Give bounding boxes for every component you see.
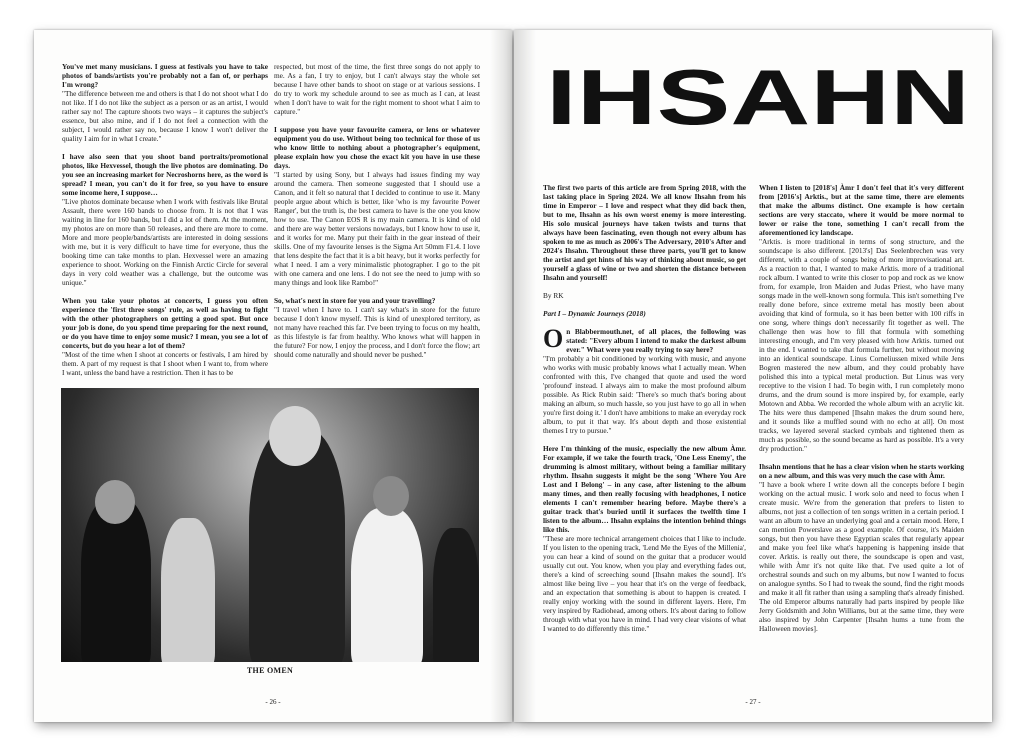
background-figure [433,528,479,662]
paragraph-text: Ihsahn mentions that he has a clear vision when he starts working on a new album, and this was very much the case with Àmr. [759,462,964,480]
drop-cap: O [543,324,564,353]
paragraph-text: "I travel when I have to. I can't say what's in store for the future because I don't know myself. This is kind of unexplored territory, as not many have reached this far. I've been trying to focus on my health, as this lifestyle is far from healthy. Who knows what will happen in the future? For now, I enjoy the process, and I don't force the flow; art should come naturally and should never be pushed." [274,305,480,359]
answer-paragraph [274,62,480,116]
answer-paragraph [274,305,480,359]
right-page [514,30,992,722]
paragraph-text: When I listen to [2018's] Àmr I don't feel that it's very different from [2016's] Arktis., but at the same time, there are elements that make the albums distinct. One example is how certain sections are very staccato, where it would be more normal to lower or raise the tone, something I can't recall from the aforementioned icy landscape. [759,183,964,237]
paragraph-text: Here I'm thinking of the music, especially the new album Àmr. For example, if we take the fourth track, 'One Less Enemy', the drumming is almost military, without being a familiar military rhythm. Ihsahn suggests it might be the song 'Where You Are Lost and I Belong' – in any case, after listening to the album many times, and then really focusing with headphones, I notice elements I can't remember hearing before. Maybe there's a guitar track that's buried until it surfaces the twelfth time I listen to the album… Ihsahn explains the intention behind things like this. [543,444,746,534]
right-column-1 [543,183,746,633]
left-column-1 [62,62,268,377]
performer-face [269,406,321,466]
paragraph-text: I suppose you have your favourite camera, or lens or whatever equipment you do use. Without being too technical for those of us who know little to nothing about a photographer's equipment, please explain how you chose the exact kit you have in use these days. [274,125,480,170]
answer-paragraph [543,354,746,435]
left-column-2 [274,62,480,359]
woman-white-hijab [161,518,215,662]
paragraph-text: respected, but most of the time, the first three songs do not apply to me. As a fan, I try to enjoy, but I can't always stay the whole set because I have other bands to shoot on stage or at various sessions. I do try to work my schedule around to see as much as I can, at least when I don't have to wait for the right moment to shoot what I aim to capture." [274,62,480,116]
interview-question [274,296,480,305]
interview-question [759,462,964,480]
paragraph-text: When you take your photos at concerts, I guess you often experience the 'first three songs' rule, as well as having to fight with the other photographers on getting a good spot. But once your job is done, do you spend time preparing for the next round, or do you have time to enjoy some music? I mean, you see a lot of concerts, but do you hear a lot of them? [62,296,268,350]
interview-question [274,125,480,170]
answer-paragraph [543,534,746,633]
interview-question [543,324,746,354]
paragraph-text: "These are more technical arrangement choices that I like to include. If you listen to the opening track, 'Lend Me the Eyes of the Millenia', you can hear a kind of sound on the guitar that a producer would usually cut out. You know, when you play and everything fades out, there's a kind of screeching sound [Ihsahn makes the sound]. It's almost like being live – you hear that it's on the verge of feedback, and an expectation that something is about to happen is created. I really enjoy working with the sound in different layers. Here, I'm very inspired by Radiohead, among others. It's about daring to follow through with what you have in mind. I had very clear visions of what I wanted to do differently this time." [543,534,746,633]
paragraph-text: "I started by using Sony, but I always had issues finding my way around the camera. Then someone suggested that I should use a Canon, and it felt so natural that I decided to continue to use it. Many people argue about which is better, like 'who is my favourite Power Ranger', but the truth is, the best camera to have is the one you know how to use. The Canon EOS R is my main camera. It is kind of old and there are way better versions nowadays, but I know how to use it, and it works for me. Many put their faith in the gear instead of their skills. One of my favourite lenses is the Sigma Art 50mm F1.4. I love that lens despite the fact that it is a bit heavy, but it works perfectly for what I need. I am a very minimalistic photographer. I go to the pit with one camera and one lens. I do not see the need to jump with so many things and look like Rambo!" [274,170,480,287]
interview-question [759,183,964,237]
paragraph-text: The first two parts of this article are from Spring 2018, with the last taking place in Spring 2024. We all know Ihsahn from his time in Emperor – I love and respect what they did back then, but to me, Ihsahn as his own worst enemy is more interesting. His solo musical journeys have taken twists and turns that always have been fascinating, even though not every album has spoken to me as much as 2006's The Adversary, 2010's After and 2024's Ihsahn. Throughout these three parts, you'll get to know the artist and get hints of his way of thinking about music, so get yourself a glass of wine or two and shorten the distance between Ihsahn and yourself! [543,183,746,282]
left-page [34,30,512,722]
paragraph-text: "Arktis. is more traditional in terms of song structure, and the soundscape is also different. [2013's] Das Seelenbrechen was very different, with a couple of songs being of more improvisational art. As a reaction to that, I wanted to make Arktis. more of a traditional rock album. I wanted to write this closer to pop and rock as we know from, for example, Iron Maiden and Judas Priest, who have many songs made in the well-known song formula. This isn't something I've really done before, since extreme metal has mostly been about avoiding that kind of formula, so it has been better with 100 riffs in one song, where things don't necessarily fit together as well. The challenge then was how to fill that formula with something interesting enough, and I'm very pleased with how Arktis. turned out in the end. I wanted to take that formula further, but without moving into an identical soundscape. Linus Corneliussen mixed while Jens Bogren mastered the new album, and they could probably have polished this into a typical metal production. But Linus was very receptive to the vision I had. To begin with, I run completely mono drums, and the drum sound is more inspired by, for example, early Motown and Abba. We recorded the whole album with an acrylic kit. The hits were thus dampened [Ihsahn makes the drum sound here, and it sounds like a muffled sound with no echo at all]. On most tracks, we layered several stacked cymbals and tightened them as much as possible, so the sound became as hard as possible. It's a very dry production." [759,237,964,453]
paragraph-text: So, what's next in store for you and your travelling? [274,296,436,305]
interview-question [62,296,268,350]
paragraph-text: Part I – Dynamic Journeys (2018) [543,309,646,318]
answer-paragraph [543,291,746,300]
right-column-2 [759,183,964,633]
paragraph-text: "Live photos dominate because when I work with festivals like Brutal Assault, there were 160 bands to choose from. It is not that I was waiting in line for 160 bands, but I did a lot of them. At the moment, my photos are on more than 50 releases, and there are more to come. More and more people/bands/artists are interested in doing sessions with me, but it is very difficult to have time for everyone, thus the booking time can take months to plan. Hexvessel were an amazing experience to shoot. Working on the Finnish Arctic Circle for several days in very cold weather was a challenge, but the outcome was unique." [62,197,268,287]
paragraph-text: You've met many musicians. I guess at festivals you have to take photos of bands/artists you're probably not a fan of, or perhaps I'm wrong? [62,62,268,89]
answer-paragraph [759,237,964,453]
paragraph-text: "Most of the time when I shoot at concerts or festivals, I am hired by them. A part of my request is that I shoot when I want to, from where I want, unless the band have a restriction. Then it has to be [62,350,268,377]
page-number-right: - 27 - [745,698,761,706]
concert-photo [61,388,479,662]
interview-question [62,152,268,197]
answer-paragraph [62,89,268,143]
paragraph-text: "I have a book where I write down all the concepts before I begin working on the actual music. I work solo and need to focus when I create music. We're from the generation that prefers to listen to albums, not just a collection of ten songs written in a certain period. I want an album to have an underlying goal and a certain mood. Here, I can mention Powerslave as a good example. Of course, it's Maiden songs, but then you have these Egyptian scales that regularly appear and make you feel like what's happening is happening inside that cover. Arktis. is really out there, the soundscape is open and vast, while with Àmr it's not quite like that. I've used quite a lot of orchestral sounds and such on my albums, but now I wanted to focus on analogue synths. So I had to tweak the sound, find the right moods and make it all fit rather than using a sampling that's already finished. The old Emperor albums naturally had parts inspired by people like Jerry Goldsmith and John Williams, but at the same time, they were also inspired by John Carpenter [Ihsahn hums a tune from the Halloween movies]. [759,480,964,633]
section-heading [543,309,746,318]
answer-paragraph [62,350,268,377]
magazine-spread [34,30,992,722]
interview-question [543,444,746,534]
paragraph-text: "The difference between me and others is that I do not shoot what I do not like. If I do not like the subject as a person or as an artist, I would rather say no! The capture shoots two ways – it captures the subject's essence, but also mine, and if I do not feel a connection with the subject, I would rather say no, because I know I won't deliver the quality I aim for in what I create." [62,89,268,143]
paragraph-text: "I'm probably a bit conditioned by working with music, and anyone who works with music probably knows what I actually mean. When confronted with this, I've changed that quote and used the word 'profound' instead. I always aim to make the most profound album possible. As Rick Rubin said: 'There's so much that's boring about making an album, so much hassle, so you just have to go all in when you're first doing it.' I don't have ambitions to make an everyday rock album, to put it that way. It's about depth and those existential themes I try to pursue." [543,354,746,435]
answer-paragraph [274,170,480,287]
photo-caption: THE OMEN [246,666,294,675]
bystander-face [373,476,409,516]
answer-paragraph [62,197,268,287]
page-number-left: - 26 - [265,698,281,706]
answer-paragraph [759,480,964,633]
title-text: IHSAHN [546,53,970,132]
bystander-figure [351,508,423,662]
interview-question [543,183,746,282]
paragraph-text: n Blabbermouth.net, of all places, the following was stated: "Every album I intend to make the darkest album ever." What were you really trying to say here? [566,327,746,354]
interview-question [62,62,268,89]
woman-face [95,480,135,524]
paragraph-text: I have also seen that you shoot band portraits/promotional photos, like Hexvessel, though the live photos are dominating. Do you see an increasing market for Necroshorns here, as the word is spread? I mean, you can't do it for free, so you have to ensure some income here, I suppose… [62,152,268,197]
article-title [542,52,974,132]
paragraph-text: By RK [543,291,564,300]
